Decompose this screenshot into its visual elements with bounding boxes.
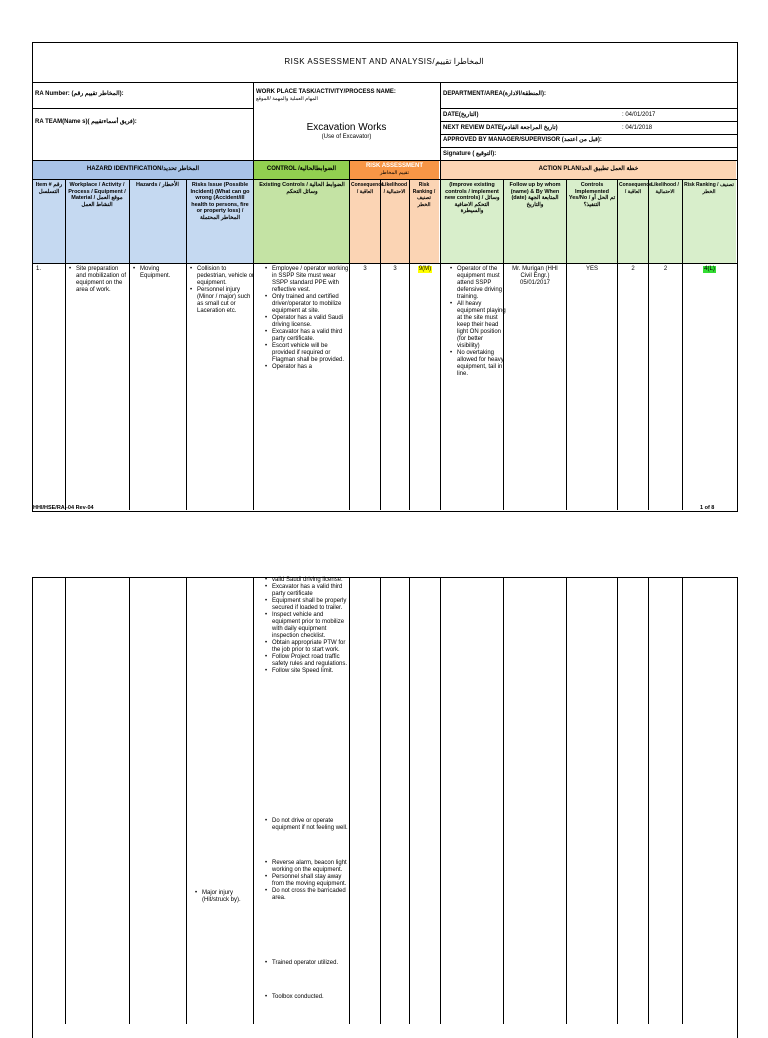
row1-likelihood-2: 2 [663, 266, 668, 272]
row1-workplace: • Site preparation and mobilization of equipment on the area of work. [69, 266, 128, 294]
col-risks: Risks Issue (Possible Incident) (What can go wrong (Accident/ill health to persons, fire or property loss) / المخاطر المحتملة [190, 182, 250, 221]
footer-doc-ref: HHI/HSE/RA -04 Rev-04 [33, 505, 94, 511]
work-place-arabic: المهام العملية والمهمة /الموقع [256, 96, 318, 102]
row1-risks: • Collision to pedestrian, vehicle or equipment. • Personnel injury (Minor / major) such as small cut or Laceration etc. [190, 266, 255, 315]
row1-implemented: YES [585, 266, 598, 272]
col-consequence: Consequence / العاقبة [351, 182, 384, 195]
row1-followup: Mr. Murigan (HHI Civil Engr.) 05/01/2017 [512, 266, 558, 286]
col-risk-rank: Risk Ranking / تصنيف الخطر [412, 182, 436, 208]
col-improve-controls: (Improve existing controls / implement new controls) / وسائل التحكم الاضافية والسيطرة [444, 182, 500, 214]
hazard-header: HAZARD IDENTIFICATION/المخاطر تحديد [86, 166, 200, 172]
department-label: DEPARTMENT/AREA(المنطقة/الادارة): [443, 91, 546, 97]
page2-risk-major-injury: • Major injury (Hit/struck by). [195, 890, 258, 904]
action-header: ACTION PLAN/خطة العمل تطبيق الحد [538, 166, 639, 172]
risk-header: RISK ASSESSMENT [365, 163, 424, 169]
row1-risk-rank [410, 266, 440, 273]
risk-rank-badge: 9(M) [418, 266, 432, 272]
risk-rank-2-badge: 4(L) [704, 266, 715, 272]
page2-controls-group5: • Toolbox conducted. [265, 994, 352, 1001]
col-likelihood: Likelihood / الاحتمالية [382, 182, 407, 195]
col-likelihood-2: Likelihood / الاحتمالية [651, 182, 679, 195]
col-item: Item # رقم التسلسل [35, 182, 63, 195]
row1-hazard: • Moving Equipment. [133, 266, 190, 280]
row1-item: 1. [36, 266, 42, 272]
row1-consequence-2: 2 [631, 266, 635, 272]
date-value: : 04/01/2017 [622, 112, 656, 118]
project-subtitle: (Use of Excavator) [321, 134, 372, 140]
work-place-label: WORK PLACE TASK/ACTIVITY/PROCESS NAME: [256, 89, 396, 95]
row1-improve-controls: • Operator of the equipment must attend SSPP defensive driving training. • All heavy equipment playing at the site must keep their head light ON position (for better visibility) • No overtaking allowed for heavy equipment, tail in line. [450, 266, 507, 378]
col-followup: Follow up by whom (name) & By When (date) المتابعة الجهة والتاريخ [509, 182, 561, 208]
col-hazards: Hazards / الأخطار [136, 182, 179, 188]
row1-likelihood: 3 [393, 266, 397, 272]
next-review-label: NEXT REVIEW DATE(تاريخ المراجعة القادم) [443, 125, 558, 131]
page2-controls-group2: • Do not drive or operate equipment if not feeling well. [265, 818, 352, 832]
document-title: RISK ASSESSMENT AND ANALYSIS/المخاطرا تقييم [284, 57, 484, 66]
date-label: DATE(التاريخ) [443, 112, 479, 118]
row1-consequence: 3 [363, 266, 367, 272]
page2-controls-group3: • Reverse alarm, beacon light working on the equipment. • Personnel shall stay away from the moving equipment. • Do not cross the barricaded area. [265, 860, 352, 902]
project-title: Excavation Works [306, 122, 387, 133]
col-existing-controls: Existing Controls / الضوابط الحالية وسائل التحكم [259, 182, 345, 195]
signature-label: Signature ( التوقيع): [443, 151, 497, 157]
col-workplace: Workplace / Activity / Process / Equipment / Material / موقع العمل النشاط العمل [68, 182, 126, 208]
risk-header-arabic: تقييم المخاطر [380, 170, 409, 176]
next-review-value: : 04/1/2018 [622, 125, 653, 131]
row1-risk-rank-2 [683, 266, 736, 273]
col-consequence-2: Consequence / العاقبة [619, 182, 652, 195]
col-controls-implemented: Controls Implemented Yes/No / تم الحل أو التنفيذ؟ [568, 182, 616, 208]
page2-continued-controls: • valid Saudi driving license. • Excavator has a valid third party certificate • Equipment shall be properly secured if loaded to trailer. • Inspect vehicle and equipment prior to mobilize with daily equipment inspection checklist. • Obtain appropriate PTW for the job prior to start work. • Follow Project road traffic safety rules and regulations. • Follow site Speed limit. [265, 577, 352, 675]
ra-team-label: RA TEAM(Name s)( فريق أسماءتقييم): [35, 119, 137, 125]
col-risk-rank-2: Risk Ranking / تصنيف الخطر [684, 182, 734, 195]
approved-label: APPROVED BY MANAGER/SUPERVISOR (قبل من اعتمد): [443, 137, 602, 143]
page2-frame [32, 577, 738, 1038]
page2-controls-group4: • Trained operator utilized. [265, 960, 352, 967]
ra-number-label: RA Number: (المخاطر تقييم رقم): [35, 91, 124, 97]
control-header: CONTROL /الضوابطالحالية [266, 166, 337, 172]
row1-existing-controls: • Employee / operator working in SSPP Site must wear SSPP standard PPE with reflective vest. • Only trained and certified driver/operator to mobilize equipment at site. • Operator has a valid Saudi driving license. • Excavator has a valid third party certificate. • Escort vehicle will be provided if required or Flagman shall be provided. • Operator has a [265, 266, 352, 371]
footer-page-number: 1 of 8 [700, 505, 715, 511]
